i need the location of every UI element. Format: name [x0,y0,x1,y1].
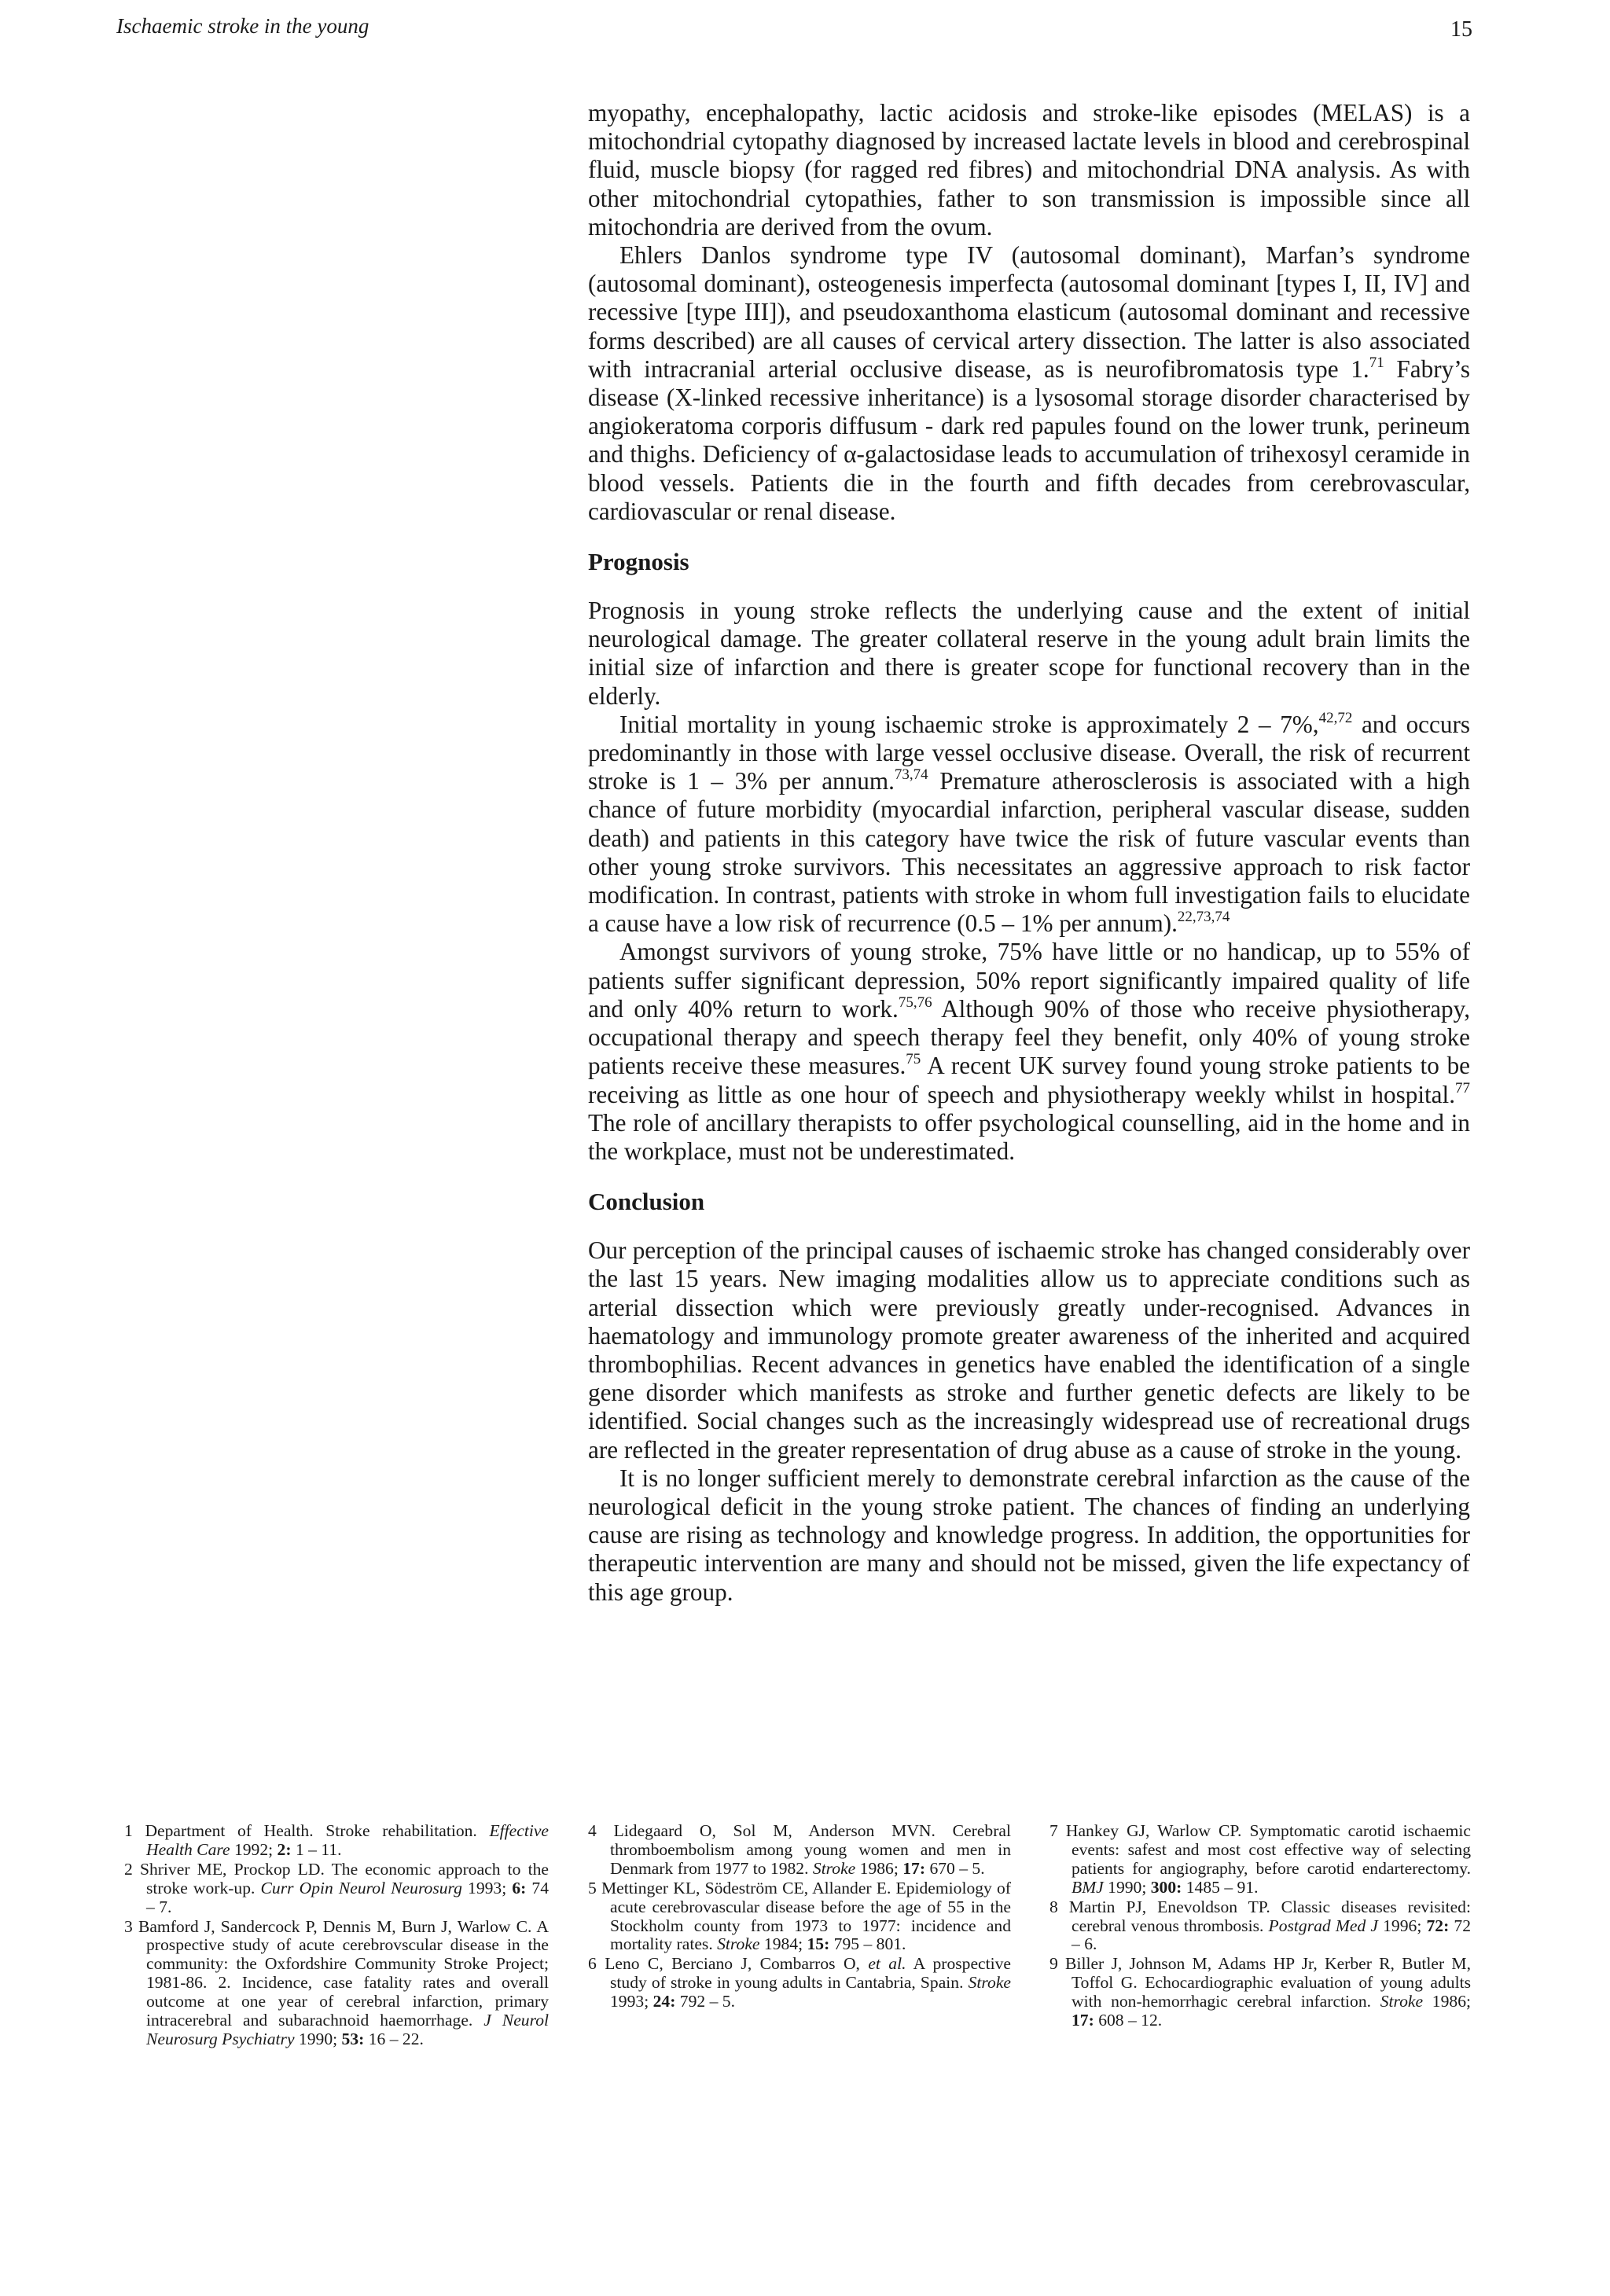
reference-year: 1984; [759,1934,807,1954]
reference-pages: 792 – 5. [675,1992,735,2011]
citation-superscript: 75,76 [898,994,932,1011]
reference-year: 1993; [461,1878,513,1897]
reference-entry [124,1861,549,1917]
paragraph-text: Fabry’s disease (X-linked recessive inheritance) is a lysosomal storage disorder characterised by angiokeratoma corporis diffusum - dark red papules found on the lower trunk, perineum and thighs. Deficiency of α-galactosidase leads to accumulation of trihexosyl ceramide in blood vessels. Patients die in the fourth and fifth decades from cerebrovascular, cardiovascular or renal disease. [588,355,1470,525]
reference-number: 3 [124,1916,133,1936]
reference-journal: Stroke [1380,1992,1424,2011]
reference-text: Martin PJ, Enevoldson TP. Classic diseases revisited: cerebral venous thrombosis. [1068,1897,1471,1935]
reference-journal: Stroke [968,1973,1011,1993]
reference-entry [588,1822,1011,1879]
reference-journal: Stroke [812,1858,856,1878]
section-heading-prognosis: Prognosis [588,548,689,576]
reference-volume: 24: [652,1992,676,2011]
reference-text: Shriver ME, Prockop LD. The economic approach to the stroke work-up. [139,1859,549,1897]
reference-pages: 670 – 5. [925,1858,985,1878]
reference-journal: BMJ [1071,1877,1104,1897]
paragraph-mortality [588,711,1470,939]
reference-volume: 72: [1426,1916,1450,1935]
reference-volume: 17: [1071,2011,1094,2030]
reference-pages: 72 – 6. [1071,1916,1472,1954]
reference-year: 1990; [294,2029,342,2048]
reference-entry [588,1879,1011,1955]
reference-pages: 1485 – 91. [1182,1877,1259,1897]
paragraph-text: Although 90% of those who receive physiotherapy, occupational therapy and speech therapy feel they benefit, only 40% of young stroke patients receive these measures. [588,994,1470,1080]
reference-text: Bamford J, Sandercock P, Dennis M, Burn J, Warlow C. A prospective study of acute cerebrovscular disease in the community: the Oxfordshire Community Stroke Project; 1981-86. 2. Incidence, case fatality rates and overall outcome at one year of cerebral infarction, primary intracerebral and subarachnoid haemorrhage. [138,1916,549,2030]
reference-number: 4 [588,1821,597,1840]
reference-journal: Effective Health Care [146,1821,549,1859]
reference-number: 9 [1049,1954,1058,1974]
reference-text: Leno C, Berciano J, Combarros O, [605,1954,869,1974]
references-column-2 [588,1822,1011,2012]
reference-number: 7 [1049,1821,1058,1840]
paragraph-survivors [588,938,1470,1166]
reference-text: Department of Health. Stroke rehabilitation. [145,1821,490,1840]
reference-year: 1993; [610,1992,653,2011]
reference-volume: 15: [807,1934,830,1954]
page-number: 15 [1450,17,1472,42]
references-column-3 [1049,1822,1471,2031]
reference-pages: 1 – 11. [291,1839,342,1859]
main-text-column [588,99,1470,1607]
reference-journal: Curr Opin Neurol Neurosurg [260,1878,462,1897]
citation-superscript: 75 [906,1051,921,1068]
paragraph-conclusion: Our perception of the principal causes of ischaemic stroke has changed considerably over the last 15 years. New imaging modalities allow us to appreciate conditions such as arterial dissection which were previously greatly under-recognised. Advances in haematology and immunology promote greater awareness of the inherited and acquired thrombophilias. Recent advances in genetics have enabled the identification of a single gene disorder which manifests as stroke and further genetic defects are likely to be identified. Social changes such as the increasingly widespread use of recreational drugs are reflected in the greater representation of drug abuse as a cause of stroke in the young. [588,1236,1470,1464]
paragraph-text: Initial mortality in young ischaemic stroke is approximately 2 – 7%, [619,710,1319,738]
reference-number: 2 [124,1859,133,1879]
reference-text: Biller J, Johnson M, Adams HP Jr, Kerber R, Butler M, Toffol G. Echocardiographic evaluation of young adults with non-hemorrhagic cerebral infarction. [1065,1954,1471,2011]
paragraph-text: Amongst survivors of young stroke, 75% have little or no handicap, up to 55% of patients suffer significant depression, 50% report significantly impaired quality of life and only 40% return to work. [588,938,1470,1023]
paragraph-prognosis-intro: Prognosis in young stroke reflects the underlying cause and the extent of initial neurological damage. The greater collateral reserve in the young adult brain limits the initial size of infarction and there is greater scope for functional recovery than in the elderly. [588,597,1470,710]
reference-entry [124,1822,549,1860]
reference-number: 8 [1049,1897,1058,1916]
reference-entry [1049,1898,1471,1955]
reference-year: 1986; [855,1858,903,1878]
reference-entry [1049,1955,1471,2030]
reference-entry [124,1918,549,2049]
reference-volume: 53: [341,2029,365,2048]
reference-pages: 608 – 12. [1094,2011,1163,2030]
paragraph-text: Premature atherosclerosis is associated with a high chance of future morbidity (myocardial infarction, peripheral vascular disease, sudden death) and patients in this category have twice the risk of future vascular events than other young stroke survivors. This necessitates an aggressive approach to risk factor modification. In contrast, patients with stroke in whom full investigation fails to elucidate a cause have a low risk of recurrence (0.5 – 1% per annum). [588,767,1471,938]
citation-superscript: 77 [1455,1079,1470,1097]
reference-volume: 300: [1150,1877,1182,1897]
paragraph-final: It is no longer sufficient merely to demonstrate cerebral infarction as the cause of the neurological deficit in the young stroke patient. The chances of finding an underlying cause are rising as technology and knowledge progress. In addition, the opportunities for therapeutic intervention are many and should not be missed, given the life expectancy of this age group. [588,1464,1470,1606]
reference-etal: et al. [868,1954,906,1974]
reference-journal: Stroke [717,1934,760,1954]
reference-year: 1996; [1377,1916,1427,1935]
reference-number: 1 [124,1821,133,1840]
reference-entry [1049,1822,1471,1897]
reference-number: 5 [588,1878,597,1897]
reference-year: 1992; [230,1839,278,1859]
paragraph-text: and occurs predominantly in those with large vessel occlusive disease. Overall, the risk of recurrent stroke is 1 – 3% per annum. [588,710,1470,795]
paragraph-melas: myopathy, encephalopathy, lactic acidosis and stroke-like episodes (MELAS) is a mitochondrial cytopathy diagnosed by increased lactate levels in blood and cerebrospinal fluid, muscle biopsy (for ragged red fibres) and mitochondrial DNA analysis. As with other mitochondrial cytopathies, father to son transmission is impossible since all mitochondria are derived from the ovum. [588,99,1470,241]
reference-volume: 2: [277,1839,292,1859]
reference-journal: Postgrad Med J [1268,1916,1378,1935]
reference-text: Hankey GJ, Warlow CP. Symptomatic carotid ischaemic events: safest and most cost effective way of selecting patients for angiography, before carotid endarterectomy. [1065,1821,1471,1878]
citation-superscript: 22,73,74 [1177,909,1230,926]
running-head: Ischaemic stroke in the young [116,14,369,38]
reference-entry [588,1955,1011,2011]
citation-superscript: 71 [1369,354,1384,371]
section-heading-conclusion: Conclusion [588,1188,705,1216]
reference-text: Lidegaard O, Sol M, Anderson MVN. Cerebral thromboembolism among young women and men in Denmark from 1977 to 1982. [610,1821,1012,1878]
reference-pages: 74 – 7. [146,1878,549,1916]
reference-text: Mettinger KL, Södeström CE, Allander E. Epidemiology of acute cerebrovascular disease before the age of 55 in the Stockholm county from 1973 to 1977: incidence and mortality rates. [601,1878,1011,1954]
reference-pages: 16 – 22. [364,2029,424,2048]
citation-superscript: 42,72 [1318,709,1353,726]
reference-text: A prospective study of stroke in young adults in Cantabria, Spain. [610,1954,1012,1993]
reference-pages: 795 – 801. [829,1934,906,1954]
paragraph-text: Ehlers Danlos syndrome type IV (autosomal dominant), Marfan’s syndrome (autosomal dominant), osteogenesis imperfecta (autosomal dominant [types I, II, IV] and recessive [type III]), and pseudoxanthoma elasticum (autosomal dominant and recessive forms described) are all causes of cervical artery dissection. The latter is also associated with intracranial arterial occlusive disease, as is neurofibromatosis type 1. [588,241,1470,383]
reference-volume: 6: [512,1878,527,1897]
reference-volume: 17: [902,1858,926,1878]
reference-number: 6 [588,1954,597,1974]
paragraph-connective-tissue [588,241,1470,526]
references-column-1 [124,1822,549,2050]
citation-superscript: 73,74 [894,766,928,784]
paragraph-text: The role of ancillary therapists to offer psychological counselling, aid in the home and in the workplace, must not be underestimated. [588,1108,1470,1165]
paragraph-text: A recent UK survey found young stroke patients to be receiving as little as one hour of speech and physiotherapy weekly whilst in hospital. [588,1052,1471,1108]
reference-year: 1986; [1423,1992,1471,2011]
reference-journal: J Neurol Neurosurg Psychiatry [146,2011,549,2048]
reference-year: 1990; [1103,1877,1151,1897]
